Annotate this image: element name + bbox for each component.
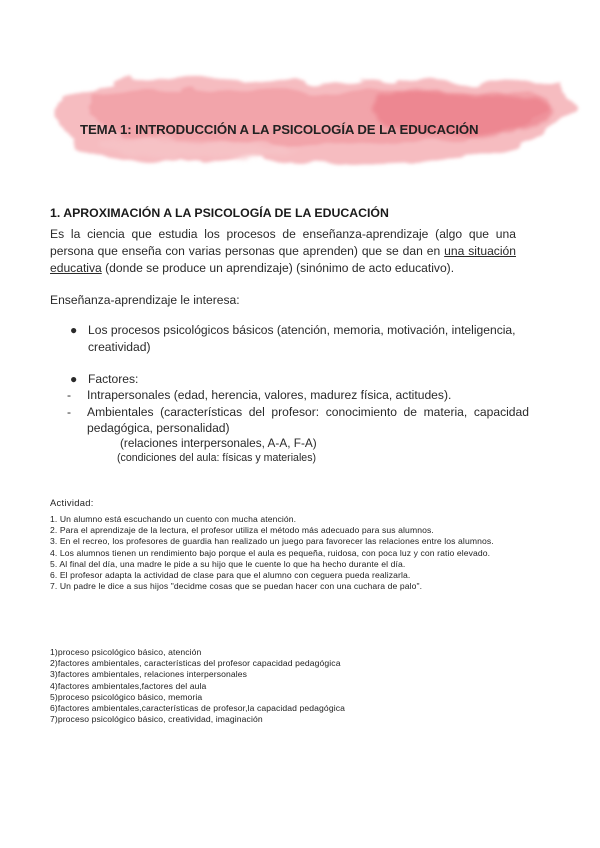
activity-item: 5. Al final del día, una madre le pide a su hijo que le cuente lo que ha hecho durante el día. (50, 558, 406, 569)
answer-item: 1)proceso psicológico básico, atención (50, 647, 202, 657)
activity-list (50, 514, 530, 592)
bullet-marker-icon: ● (70, 372, 78, 386)
answer-item: 5)proceso psicológico básico, memoria (50, 691, 203, 702)
activity-item: 7. Un padre le dice a sus hijos "decidme cosas que se puedan hacer con una cuchara de palo". (50, 581, 423, 592)
factor-text: Ambientales (características del profesor: conocimiento de materia, capacidad pedagógica, personalidad) (87, 405, 529, 435)
intro-underlined-text: una situación educativa (50, 244, 516, 275)
bullet-text: Factores: (88, 372, 139, 386)
answer-list (50, 647, 530, 725)
activity-item: 3. En el recreo, los profesores de guardia han realizado un juego para favorecer las relaciones entre los alumnos. (50, 536, 494, 547)
bullet-text: Los procesos psicológicos básicos (atención, memoria, motivación, inteligencia, creatividad) (88, 323, 516, 354)
activity-item: 1. Un alumno está escuchando un cuento con mucha atención. (50, 514, 297, 524)
bullet-marker-icon: ● (70, 323, 78, 337)
activity-item: 4. Los alumnos tienen un rendimiento bajo porque el aula es pequeña, ruidosa, con poca luz y con ratio elevado. (50, 547, 491, 558)
watercolor-banner (0, 0, 600, 200)
document-title: TEMA 1: INTRODUCCIÓN A LA PSICOLOGÍA DE LA EDUCACIÓN (80, 122, 479, 137)
activity-item: 6. El profesor adapta la actividad de clase para que el alumno con ceguera pueda realizarla. (50, 570, 411, 581)
dash-marker: - (67, 388, 72, 402)
intro-paragraph (50, 226, 516, 277)
sub-note-classroom: (condiciones del aula: físicas y materiales) (117, 452, 317, 464)
answer-item: 3)factores ambientales, relaciones interpersonales (50, 669, 248, 680)
activity-item: 2. Para el aprendizaje de la lectura, el profesor utiliza el método más adecuado para sus alumnos. (50, 525, 434, 536)
answer-item: 4)factores ambientales,factores del aula (50, 680, 207, 691)
interest-label: Enseñanza-aprendizaje le interesa: (50, 293, 240, 307)
section-heading: 1. APROXIMACIÓN A LA PSICOLOGÍA DE LA EDUCACIÓN (50, 206, 389, 220)
answer-item: 2)factores ambientales, características del profesor capacidad pedagógica (50, 658, 341, 669)
dash-marker: - (67, 405, 72, 419)
activity-title: Actividad: (50, 497, 94, 508)
answer-item: 6)factores ambientales,características de profesor,la capacidad pedagógica (50, 703, 345, 714)
answer-item: 7)proceso psicológico básico, creatividad, imaginación (50, 714, 263, 725)
intro-text-end: (donde se produce un aprendizaje) (sinónimo de acto educativo). (101, 261, 455, 275)
sub-note-relations: (relaciones interpersonales, A-A, F-A) (120, 436, 317, 450)
factor-text: Intrapersonales (edad, herencia, valores, madurez física, actitudes). (87, 388, 452, 402)
intro-text-start: Es la ciencia que estudia los procesos de enseñanza-aprendizaje (algo que una persona que enseña con varias personas que aprenden) que se dan en (50, 227, 516, 258)
